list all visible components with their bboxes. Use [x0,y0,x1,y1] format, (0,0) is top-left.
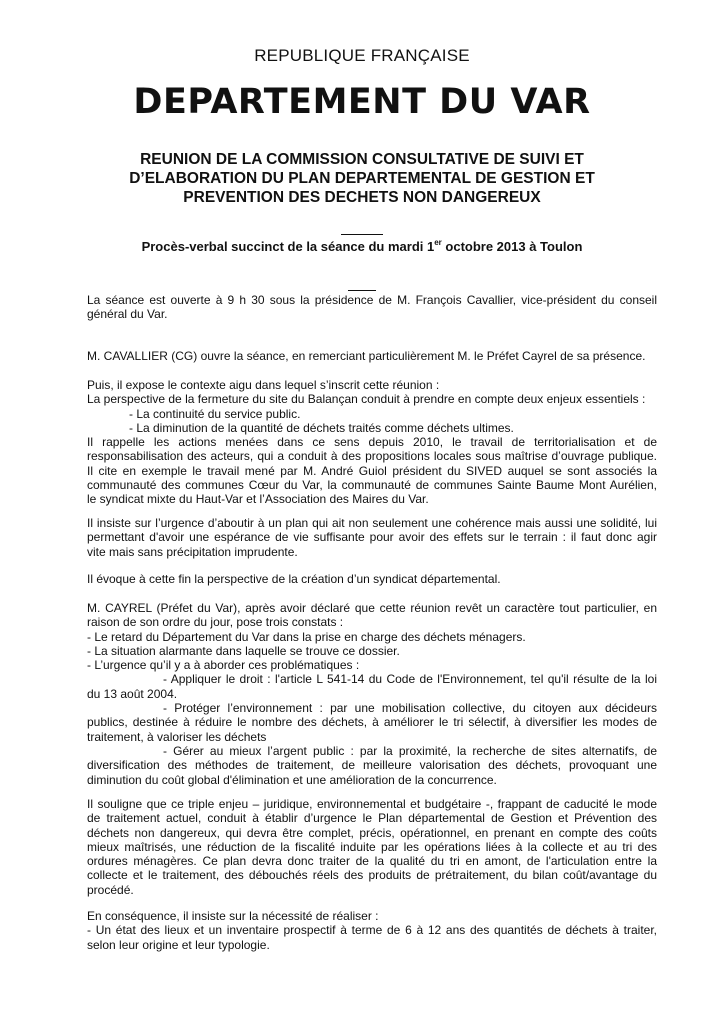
text-line: Puis, il expose le contexte aigu dans lequel s’inscrit cette réunion : [87,378,440,392]
text-line: vite mais sans précipitation imprudente. [87,544,298,559]
paragraph-urgency [87,516,657,559]
minutes-subtitle-text: Procès-verbal succinct de la séance du mardi 1 [141,239,435,254]
bullet-item: - Le retard du Département du Var dans la prise en charge des déchets ménagers. [87,629,526,644]
paragraph-triple-enjeu [87,797,657,897]
meeting-title-line: PREVENTION DES DECHETS NON DANGEREUX [183,189,541,206]
text-line: général du Var. [87,307,168,322]
bullet-item: - L’urgence qu’il y a à aborder ces problématiques : [87,658,360,673]
sub-item-line: du 13 août 2004. [87,686,178,701]
paragraph-consequence [87,909,657,952]
text-line: M. CAYREL (Préfet du Var), après avoir déclaré que cette réunion revêt un caractère tout particulier, en [87,601,657,615]
text-line: - Un état des lieux et un inventaire prospectif à terme de 6 à 12 ans des quantités de déchets à traiter, [87,923,657,938]
text-line: Il évoque à cette fin la perspective de la création d’un syndicat départemental. [87,572,501,586]
paragraph-context [87,378,657,507]
minutes-subtitle [0,238,724,254]
departement-title: DEPARTEMENT DU VAR [133,82,591,122]
text-line: déchets non dangereux, qui devra être complet, précis, opérationnel, en prenant en compte des coûts [87,825,657,840]
paragraph-cavallier [87,349,657,363]
text-line: collecte et le traitement, des débouchés réels des produits de prétraitement, du bilan coût/avantage du [87,868,657,883]
text-line: de traitement actuel, conduit à établir d’urgence le Plan départemental de Gestion et Prévention des [87,811,657,826]
text-line: communauté des communes Cœur du Var, la communauté de communes Sainte Baume Mont Aurélien, [87,478,657,493]
text-line: Il insiste sur l’urgence d’aboutir à un plan qui ait non seulement une cohérence mais aussi une solidité, lui [87,516,657,530]
sub-item-line: - Protéger l’environnement : par une mobilisation collective, du citoyen aux décideurs [163,701,657,716]
text-line: selon leur origine et leur typologie. [87,937,270,952]
text-line: permettant d'avoir une espérance de vie suffisante pour avoir des effets sur le terrain : il faut donc agir [87,530,657,545]
paragraph-cayrel [87,601,657,787]
sub-item-line: publics, destinée à réduire le nombre des déchets, à améliorer le tri sélectif, à diversifier les modes de [87,715,657,730]
paragraph-opening [87,293,657,322]
text-line: procédé. [87,882,134,897]
text-line: La séance est ouverte à 9 h 30 sous la présidence de M. François Cavallier, vice-président du conseil [87,293,657,307]
text-line: En conséquence, il insiste sur la nécessité de réaliser : [87,909,379,923]
text-line: Il cite en exemple le travail mené par M. André Guiol président du SIVED auquel se sont associés la [87,463,657,478]
republique-header: REPUBLIQUE FRANÇAISE [254,46,470,65]
meeting-title [87,150,637,207]
bullet-item: - La diminution de la quantité de déchets traités comme déchets ultimes. [129,420,514,435]
bullet-item: - La continuité du service public. [129,406,301,421]
text-line: La perspective de la fermeture du site du Balançan conduit à prendre en compte deux enjeux essentiels : [87,392,646,407]
minutes-subtitle-text: octobre 2013 à Toulon [441,239,583,254]
sub-item-line: - Gérer au mieux l’argent public : par la proximité, la recherche de sites alternatifs, de [163,743,657,758]
sub-item-line: diminution du coût global d'élimination et une amélioration de la concurrence. [87,772,497,787]
text-line: raison de son ordre du jour, pose trois constats : [87,615,344,630]
text-line: ordures ménagères. Ce plan devra donc traiter de la qualité du tri en amont, de l'articulation entre la [87,854,657,869]
text-line: Il rappelle les actions menées dans ce sens depuis 2010, le travail de territorialisation et de [87,435,657,450]
meeting-title-line: D’ELABORATION DU PLAN DEPARTEMENTAL DE GESTION ET [129,170,595,187]
text-line: M. CAVALLIER (CG) ouvre la séance, en remerciant particulièrement M. le Préfet Cayrel de sa présence. [87,349,646,363]
sub-item-line: traitement, à valoriser les déchets [87,729,267,744]
text-line: responsabilisation des acteurs, qui a conduit à des propositions locales sous maîtrise d’ouvrage publique. [87,449,657,464]
paragraph-syndicat [87,572,657,586]
ordinal-suffix: er [434,238,442,247]
text-line: le syndicat mixte du Haut-Var et l’Association des Maires du Var. [87,492,429,507]
bullet-item: - La situation alarmante dans laquelle se trouve ce dossier. [87,643,400,658]
meeting-title-line: REUNION DE LA COMMISSION CONSULTATIVE DE SUIVI ET [140,151,584,168]
text-line: mieux maîtrisés, une réduction de la fiscalité induite par les opérations liées à la collecte et au tri des [87,839,657,854]
text-line: Il souligne que ce triple enjeu – juridique, environnemental et budgétaire -, frappant de caducité le mode [87,797,657,811]
sub-item-line: diversification des méthodes de traitement, de meilleure valorisation des déchets, provoquant une [87,758,657,773]
sub-item-line: - Appliquer le droit : l'article L 541-14 du Code de l'Environnement, tel qu'il résulte de la loi [163,672,657,687]
